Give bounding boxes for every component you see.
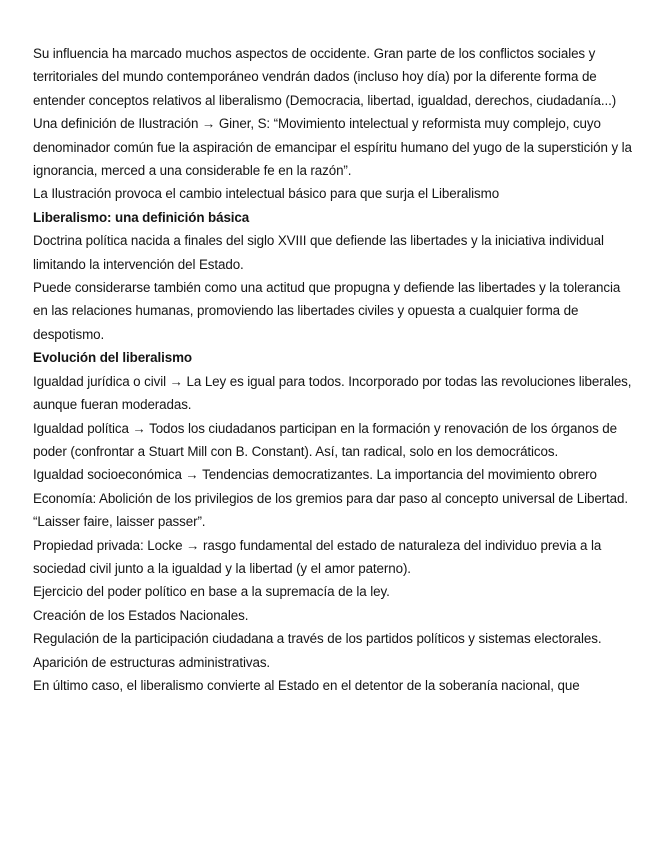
paragraph-regulacion-participacion: Regulación de la participación ciudadana a través de los partidos políticos y sistemas electorales.: [33, 631, 602, 647]
paragraph-igualdad-politica: Igualdad política → Todos los ciudadanos participan en la formación y renovación de los órganos de poder (confrontar a Stuart Mill con B. Constant). Así, tan radical, solo en los democráticos.: [33, 420, 617, 459]
paragraph-economia: Economía: Abolición de los privilegios de los gremios para dar paso al concepto universal de Libertad. “Laisser faire, laisser passer”.: [33, 490, 628, 530]
paragraph-influencia: Su influencia ha marcado muchos aspectos de occidente. Gran parte de los conflictos sociales y territoriales del mundo contemporáneo vendrán dados (incluso hoy día) por la diferente forma de entender conceptos relativos al liberalismo (Democracia, libertad, igualdad, derechos, ciudadanía...): [33, 46, 617, 108]
paragraph-estructuras-administrativas: Aparición de estructuras administrativas.: [33, 654, 271, 670]
paragraph-ejercicio-poder: Ejercicio del poder político en base a la supremacía de la ley.: [33, 584, 390, 600]
paragraph-definicion-ilustracion: Una definición de Ilustración → Giner, S: “Movimiento intelectual y reformista muy complejo, cuyo denominador común fue la aspiración de emancipar el espíritu humano del yugo de la superstición y la ignorancia, merced a una considerable fe en la razón”.: [33, 116, 632, 179]
heading-definicion-basica: Liberalismo: una definición básica: [33, 209, 250, 225]
paragraph-ultimo-caso: En último caso, el liberalismo convierte al Estado en el detentor de la soberanía nacional, que: [33, 677, 580, 693]
heading-evolucion-liberalismo: Evolución del liberalismo: [33, 350, 192, 366]
paragraph-estados-nacionales: Creación de los Estados Nacionales.: [33, 607, 249, 623]
paragraph-doctrina-politica: Doctrina política nacida a finales del siglo XVIII que defiende las libertades y la iniciativa individual limitando la intervención del Estado.: [33, 233, 604, 272]
paragraph-propiedad-privada: Propiedad privada: Locke → rasgo fundamental del estado de naturaleza del individuo previa a la sociedad civil junto a la igualdad y la libertad (y el amor paterno).: [33, 537, 602, 576]
paragraph-ilustracion-liberalismo: La Ilustración provoca el cambio intelectual básico para que surja el Liberalismo: [33, 186, 500, 202]
paragraph-igualdad-socioeconomica: Igualdad socioeconómica → Tendencias democratizantes. La importancia del movimiento obrero: [33, 467, 597, 483]
paragraph-actitud: Puede considerarse también como una actitud que propugna y defiende las libertades y la tolerancia en las relaciones humanas, promoviendo las libertades civiles y opuesta a cualquier forma de despotismo.: [33, 280, 621, 342]
document-page: [33, 42, 633, 697]
paragraph-igualdad-juridica: Igualdad jurídica o civil → La Ley es igual para todos. Incorporado por todas las revoluciones liberales, aunque fueran moderadas.: [33, 373, 632, 413]
